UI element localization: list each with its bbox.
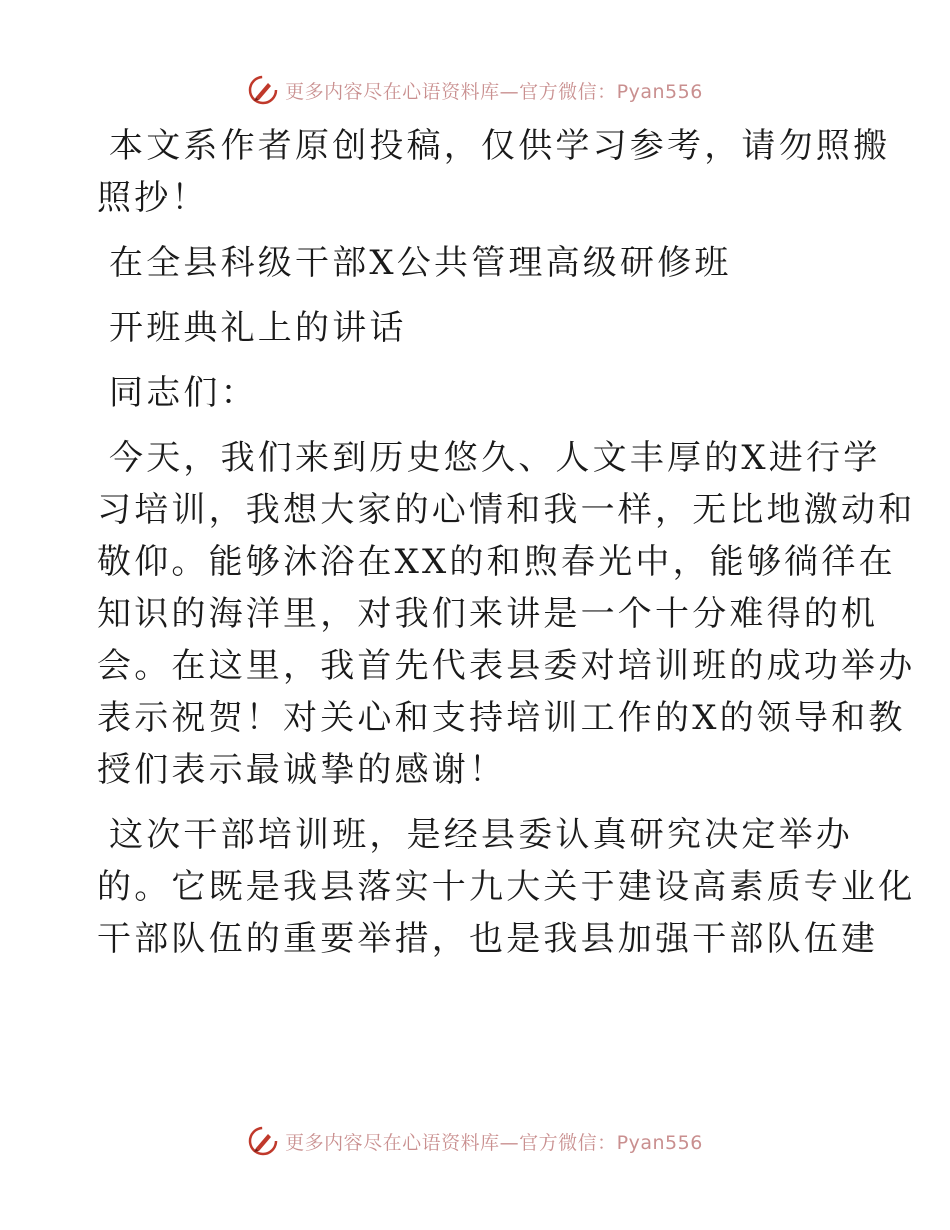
salutation bbox=[97, 367, 857, 419]
text-line: 习培训，我想大家的心情和我一样，无比地激动和 bbox=[97, 490, 916, 530]
watermark-text: 更多内容尽在心语资料库—官方微信：Pyan556 bbox=[285, 80, 703, 103]
text-line: 干部队伍的重要举措，也是我县加强干部队伍建 bbox=[97, 919, 879, 959]
text-line: 开班典礼上的讲话 bbox=[109, 308, 407, 348]
text-line: 授们表示最诚挚的感谢！ bbox=[97, 750, 507, 790]
copyright-notice bbox=[97, 120, 891, 224]
text-line: 照抄！ bbox=[97, 178, 209, 218]
paragraph-training bbox=[97, 809, 916, 965]
paragraph-opening bbox=[97, 432, 916, 796]
text-line: 这次干部培训班，是经县委认真研究决定举办 bbox=[109, 815, 853, 855]
text-line: 今天，我们来到历史悠久、人文丰厚的X进行学 bbox=[109, 438, 881, 478]
speech-title-line-1 bbox=[97, 237, 857, 289]
text-line: 敬仰。能够沐浴在XX的和煦春光中，能够徜徉在 bbox=[97, 542, 896, 582]
pen-logo-icon bbox=[247, 74, 279, 106]
footer-watermark bbox=[0, 1121, 950, 1161]
text-line: 同志们： bbox=[109, 373, 258, 413]
text-line: 会。在这里，我首先代表县委对培训班的成功举办 bbox=[97, 646, 916, 686]
document-body bbox=[97, 120, 916, 978]
text-line: 在全县科级干部X公共管理高级研修班 bbox=[109, 243, 732, 283]
pen-logo-icon bbox=[247, 1125, 279, 1157]
text-line: 的。它既是我县落实十九大关于建设高素质专业化 bbox=[97, 867, 916, 907]
text-line: 本文系作者原创投稿，仅供学习参考，请勿照搬 bbox=[109, 126, 891, 166]
text-line: 知识的海洋里，对我们来讲是一个十分难得的机 bbox=[97, 594, 879, 634]
speech-title-line-2 bbox=[97, 302, 857, 354]
header-watermark bbox=[0, 70, 950, 110]
text-line: 表示祝贺！对关心和支持培训工作的X的领导和教 bbox=[97, 698, 906, 738]
watermark-text: 更多内容尽在心语资料库—官方微信：Pyan556 bbox=[285, 1131, 703, 1154]
